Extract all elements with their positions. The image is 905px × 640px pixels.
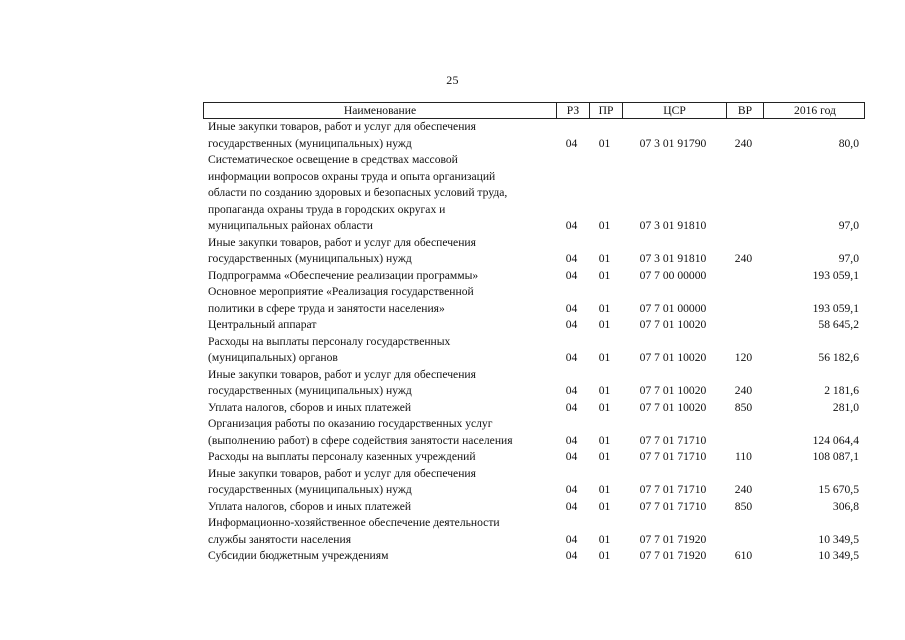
table-row bbox=[203, 284, 865, 317]
row-name-line: пропаганда охраны труда в городских округах и bbox=[208, 202, 446, 216]
row-rz: 04 bbox=[565, 433, 578, 447]
row-name-line: государственных (муниципальных) нужд bbox=[208, 252, 412, 265]
row-amount: 80,0 bbox=[838, 136, 859, 150]
row-name-line: области по созданию здоровых и безопасных условий труда, bbox=[208, 186, 508, 199]
row-name-line: Основное мероприятие «Реализация государственной bbox=[208, 285, 474, 298]
row-name-line: Иные закупки товаров, работ и услуг для обеспечения bbox=[208, 367, 476, 381]
row-name-line: Организация работы по оказанию государственных услуг bbox=[208, 417, 493, 430]
row-csr: 07 7 01 10020 bbox=[639, 384, 707, 397]
row-csr: 07 7 01 10020 bbox=[639, 351, 707, 364]
row-vr: 850 bbox=[734, 400, 753, 414]
row-name bbox=[203, 284, 555, 317]
row-name-line: Подпрограмма «Обеспечение реализации программы» bbox=[208, 268, 479, 282]
row-vr: 240 bbox=[734, 136, 753, 150]
table-header bbox=[203, 102, 865, 119]
table-row bbox=[203, 235, 865, 268]
row-pr: 01 bbox=[598, 532, 611, 546]
row-rz: 04 bbox=[565, 549, 578, 562]
row-amount: 281,0 bbox=[832, 400, 859, 414]
table-row bbox=[203, 499, 865, 516]
row-rz: 04 bbox=[565, 136, 578, 150]
row-rz: 04 bbox=[565, 483, 578, 496]
row-name-line: Центральный аппарат bbox=[208, 318, 317, 331]
row-name bbox=[203, 334, 555, 367]
row-amount: 124 064,4 bbox=[812, 433, 859, 447]
row-pr: 01 bbox=[598, 136, 611, 150]
row-vr: 240 bbox=[734, 483, 753, 496]
table-row bbox=[203, 334, 865, 367]
row-name-line: Систематическое освещение в средствах массовой bbox=[208, 153, 458, 166]
row-name bbox=[203, 466, 555, 499]
row-name bbox=[203, 416, 555, 449]
row-name-line: Субсидии бюджетным учреждениям bbox=[208, 549, 389, 562]
table-row bbox=[203, 152, 865, 235]
header-name: Наименование bbox=[343, 104, 417, 117]
row-name-line: Иные закупки товаров, работ и услуг для обеспечения bbox=[208, 120, 476, 133]
header-year: 2016 год bbox=[763, 103, 866, 118]
row-rz: 04 bbox=[565, 318, 578, 331]
table-row bbox=[203, 119, 865, 152]
row-name bbox=[203, 317, 555, 334]
row-vr: 110 bbox=[735, 450, 752, 463]
row-name bbox=[203, 499, 555, 516]
row-rz: 04 bbox=[565, 301, 578, 315]
row-csr: 07 3 01 91790 bbox=[639, 136, 707, 150]
row-name-line: Иные закупки товаров, работ и услуг для обеспечения bbox=[208, 235, 476, 249]
row-name bbox=[203, 515, 555, 548]
row-name bbox=[203, 119, 555, 152]
row-amount: 97,0 bbox=[838, 252, 859, 265]
row-pr: 01 bbox=[598, 252, 611, 265]
row-amount: 15 670,5 bbox=[818, 483, 859, 496]
row-csr: 07 7 01 71710 bbox=[639, 450, 707, 463]
row-name-line: информации вопросов охраны труда и опыта организаций bbox=[208, 169, 496, 183]
row-pr: 01 bbox=[598, 351, 611, 364]
row-rz: 04 bbox=[565, 252, 578, 265]
table-row bbox=[203, 317, 865, 334]
row-amount: 97,0 bbox=[838, 219, 859, 232]
row-name-line: службы занятости населения bbox=[208, 532, 352, 546]
row-name-line: государственных (муниципальных) нужд bbox=[208, 384, 412, 397]
table-row bbox=[203, 367, 865, 400]
row-csr: 07 7 01 71920 bbox=[639, 549, 707, 562]
row-pr: 01 bbox=[598, 268, 611, 282]
row-csr: 07 3 01 91810 bbox=[639, 252, 707, 265]
row-rz: 04 bbox=[565, 268, 578, 282]
row-amount: 10 349,5 bbox=[818, 549, 859, 562]
row-rz: 04 bbox=[565, 400, 578, 414]
row-amount: 193 059,1 bbox=[812, 268, 859, 282]
row-rz: 04 bbox=[565, 219, 578, 232]
row-amount: 2 181,6 bbox=[824, 384, 859, 397]
row-rz: 04 bbox=[565, 351, 578, 364]
row-vr: 120 bbox=[734, 351, 753, 364]
row-name-line: Расходы на выплаты персоналу государственных bbox=[208, 334, 451, 348]
row-pr: 01 bbox=[598, 400, 611, 414]
row-name bbox=[203, 235, 555, 268]
row-pr: 01 bbox=[598, 219, 611, 232]
table-row bbox=[203, 400, 865, 417]
row-vr: 850 bbox=[734, 499, 753, 513]
budget-table bbox=[203, 102, 865, 565]
row-name-line: (муниципальных) органов bbox=[208, 351, 338, 364]
row-pr: 01 bbox=[598, 450, 611, 463]
table-row bbox=[203, 268, 865, 285]
row-pr: 01 bbox=[598, 384, 611, 397]
row-pr: 01 bbox=[598, 433, 611, 447]
row-rz: 04 bbox=[565, 532, 578, 546]
page-number: 25 bbox=[446, 73, 459, 87]
table-row bbox=[203, 548, 865, 565]
row-name-line: политики в сфере труда и занятости населения» bbox=[208, 301, 445, 315]
row-name bbox=[203, 548, 555, 565]
row-csr: 07 7 01 71710 bbox=[639, 433, 707, 447]
row-csr: 07 7 01 71710 bbox=[639, 483, 707, 496]
row-amount: 58 645,2 bbox=[818, 318, 859, 331]
row-name-line: Уплата налогов, сборов и иных платежей bbox=[208, 499, 412, 513]
header-vr: ВР bbox=[726, 103, 763, 118]
row-name-line: (выполнению работ) в сфере содействия занятости населения bbox=[208, 433, 513, 447]
row-pr: 01 bbox=[598, 483, 611, 496]
row-pr: 01 bbox=[598, 499, 611, 513]
row-pr: 01 bbox=[598, 318, 611, 331]
header-rz: РЗ bbox=[556, 103, 589, 118]
row-name-line: Иные закупки товаров, работ и услуг для обеспечения bbox=[208, 466, 476, 480]
table-row bbox=[203, 449, 865, 466]
table-body bbox=[203, 119, 865, 565]
row-csr: 07 7 01 10020 bbox=[639, 400, 707, 414]
row-amount: 193 059,1 bbox=[812, 301, 859, 315]
row-csr: 07 7 01 10020 bbox=[639, 318, 707, 331]
row-name bbox=[203, 152, 555, 235]
header-pr: ПР bbox=[589, 103, 622, 118]
table-row bbox=[203, 466, 865, 499]
row-rz: 04 bbox=[565, 499, 578, 513]
row-name-line: Информационно-хозяйственное обеспечение деятельности bbox=[208, 516, 500, 529]
row-name-line: Уплата налогов, сборов и иных платежей bbox=[208, 400, 412, 414]
row-pr: 01 bbox=[598, 301, 611, 315]
row-name-line: государственных (муниципальных) нужд bbox=[208, 483, 412, 496]
row-csr: 07 7 00 00000 bbox=[639, 268, 707, 282]
table-row bbox=[203, 416, 865, 449]
row-amount: 306,8 bbox=[832, 499, 859, 513]
row-amount: 108 087,1 bbox=[812, 450, 859, 463]
row-csr: 07 3 01 91810 bbox=[639, 219, 707, 232]
row-rz: 04 bbox=[565, 450, 578, 463]
table-row bbox=[203, 515, 865, 548]
row-vr: 240 bbox=[734, 252, 753, 265]
row-name bbox=[203, 268, 555, 285]
row-name-line: Расходы на выплаты персоналу казенных учреждений bbox=[208, 450, 476, 463]
row-name bbox=[203, 400, 555, 417]
row-csr: 07 7 01 71920 bbox=[639, 532, 707, 546]
row-name-line: муниципальных районах области bbox=[208, 219, 373, 232]
row-name bbox=[203, 367, 555, 400]
header-csr: ЦСР bbox=[622, 103, 726, 118]
row-rz: 04 bbox=[565, 384, 578, 397]
row-pr: 01 bbox=[598, 549, 611, 562]
row-csr: 07 7 01 71710 bbox=[639, 499, 707, 513]
row-amount: 56 182,6 bbox=[818, 351, 859, 364]
row-vr: 610 bbox=[734, 549, 753, 562]
row-name bbox=[203, 449, 555, 466]
row-vr: 240 bbox=[734, 384, 753, 397]
row-csr: 07 7 01 00000 bbox=[639, 301, 707, 315]
row-name-line: государственных (муниципальных) нужд bbox=[208, 136, 412, 150]
row-amount: 10 349,5 bbox=[818, 532, 859, 546]
